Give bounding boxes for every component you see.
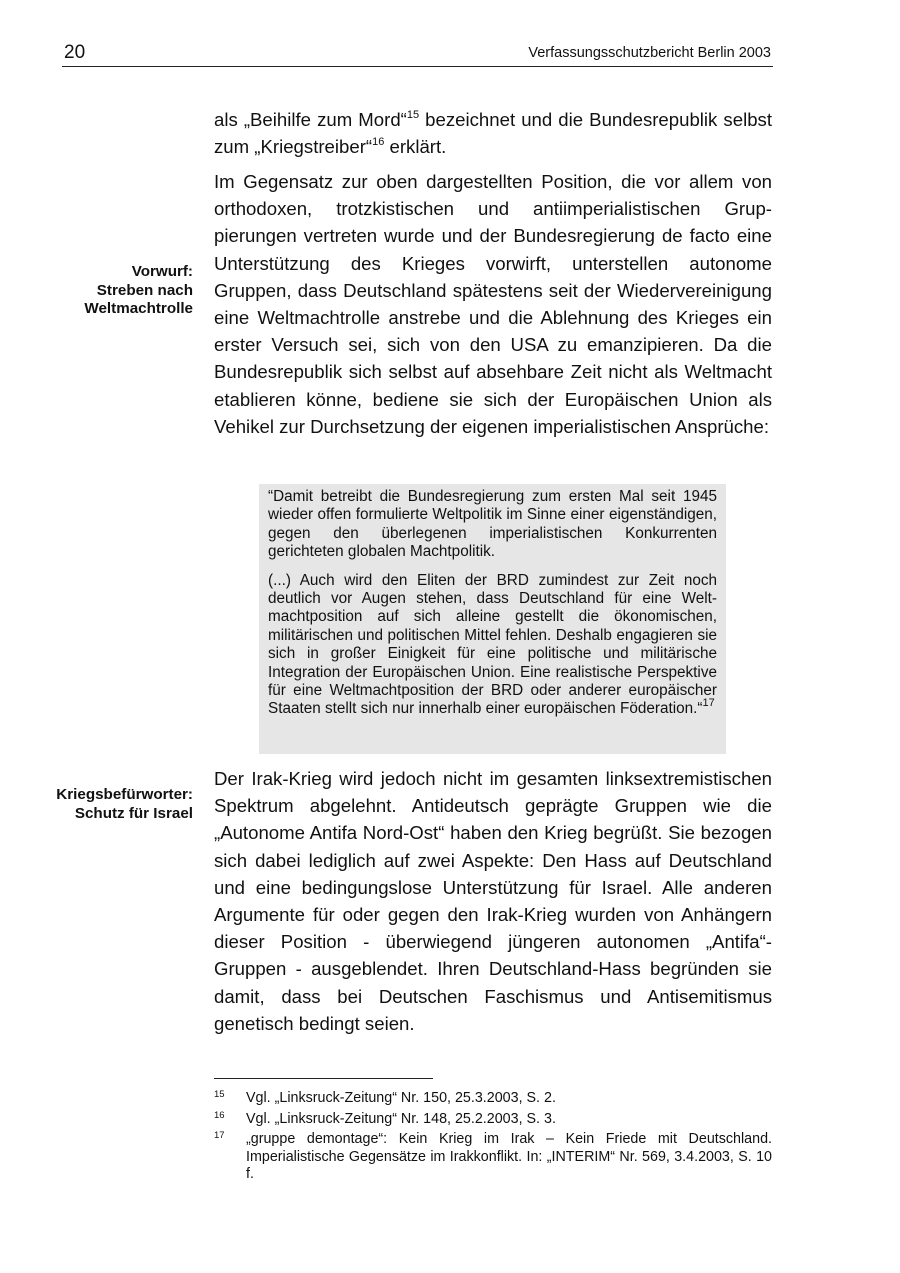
quote-paragraph-2 <box>268 572 717 719</box>
margin-note-line: Vorwurf: <box>131 263 193 280</box>
paragraph-2: Im Gegensatz zur oben dargestellten Position, die vor allem von orthodoxen, trotzkistischen und antiimperialistischen Gruppierungen vertreten wurde und der Bundesregierung de facto eine Unterstützung des Krieges vorwirft, unterstellen autonome Gruppen, dass Deutschland spätestens seit der Wiedervereinigung eine Weltmachtrolle anstrebe und die Ablehnung des Krieges ein erster Versuch sei, sich von den USA zu emanzipieren. Da die Bundesrepublik sich selbst auf absehbare Zeit nicht als Weltmacht etablieren könne, bediene sie sich der Europäischen Union als Vehikel zur Durchsetzung der eigenen imperialistischen Ansprüche: <box>214 171 772 437</box>
footnotes <box>214 1090 772 1187</box>
footnote-divider <box>214 1078 433 1079</box>
footnote-number: 15 <box>214 1089 225 1100</box>
margin-note-kriegsbefuerworter <box>56 786 193 823</box>
quote-paragraph-1: “Damit betreibt die Bundesregierung zum ersten Mal seit 1945 wieder offen formulierte Weltpolitik im Sinne einer eigenständigen, gegen den überlegenen imperialistischen Konkurrenten gerichteten globalen Machtpolitik. <box>268 488 717 561</box>
quote-box <box>259 484 726 754</box>
footnote-text: „gruppe demontage“: Kein Krieg im Irak – Kein Friede mit Deutschland. Imperialistische Gegensätze im Irakkonflikt. In: „INTERIM“ Nr. 569, 3.4.2003, S. 10 f. <box>246 1131 772 1183</box>
paragraph-3: Der Irak-Krieg wird jedoch nicht im gesamten linksextremistischen Spektrum abgelehnt. Antideutsch geprägte Gruppen wie die „Autonome Antifa Nord-Ost“ haben den Krieg begrüßt. Sie bezogen sich dabei lediglich auf zwei Aspekte: Den Hass auf Deutschland und eine bedingungslose Unterstützung für Israel. Alle anderen Argumente für oder gegen den Irak-Krieg wurden von Anhängern dieser Position - überwiegend jüngeren autonomen „Antifa“-Gruppen - ausgeblendet. Ihren Deutschland-Hass begründen sie damit, dass bei Deutschen Faschismus und Antisemitismus genetisch bedingt seien. <box>214 768 772 1034</box>
quote-paragraph-2-text: (...) Auch wird den Eliten der BRD zumindest zur Zeit noch deutlich vor Augen stehen, dass Deutschland für eine Weltmachtposition auf sich alleine gestellt die ökonomischen, militärischen und politischen Mittel fehlen. Deshalb engagieren sie sich in großer Einigkeit für eine politische und militärische Integration der Europäischen Union. Eine realistische Perspektive für eine Weltmachtposition der BRD oder anderer europäischer Staaten stellt sich nur innerhalb einer europäischen Föderation.“ <box>268 571 717 718</box>
margin-note-line: Weltmachtrolle <box>84 300 193 317</box>
margin-note-line: Kriegsbefürworter: <box>56 786 193 803</box>
paragraph-1-text-b: bezeichnet und die Bundesrepublik selbst zum „Kriegstreiber“ <box>214 109 773 158</box>
footnote-text: Vgl. „Linksruck-Zeitung“ Nr. 148, 25.2.2003, S. 3. <box>246 1110 556 1127</box>
margin-note-vorwurf <box>84 263 193 319</box>
footnote-16 <box>214 1111 772 1129</box>
paragraph-1-text-a: als „Beihilfe zum Mord“ <box>214 109 407 130</box>
page-number: 20 <box>64 42 86 63</box>
running-title: Verfassungsschutzbericht Berlin 2003 <box>528 45 771 61</box>
page-header <box>62 40 773 67</box>
margin-note-line: Streben nach <box>96 281 193 299</box>
footnote-text: Vgl. „Linksruck-Zeitung“ Nr. 150, 25.3.2003, S. 2. <box>246 1090 556 1106</box>
paragraph-1-text-c: erklärt. <box>384 136 447 158</box>
footnote-15 <box>214 1090 772 1108</box>
footnote-ref-16: 16 <box>372 136 385 149</box>
footnote-number: 17 <box>214 1130 225 1142</box>
footnote-17 <box>214 1131 772 1184</box>
footnote-number: 16 <box>214 1109 225 1121</box>
footnote-ref-17: 17 <box>702 697 715 710</box>
paragraph-1 <box>214 106 772 160</box>
footnote-ref-15: 15 <box>406 108 420 121</box>
margin-note-line: Schutz für Israel <box>74 804 193 822</box>
